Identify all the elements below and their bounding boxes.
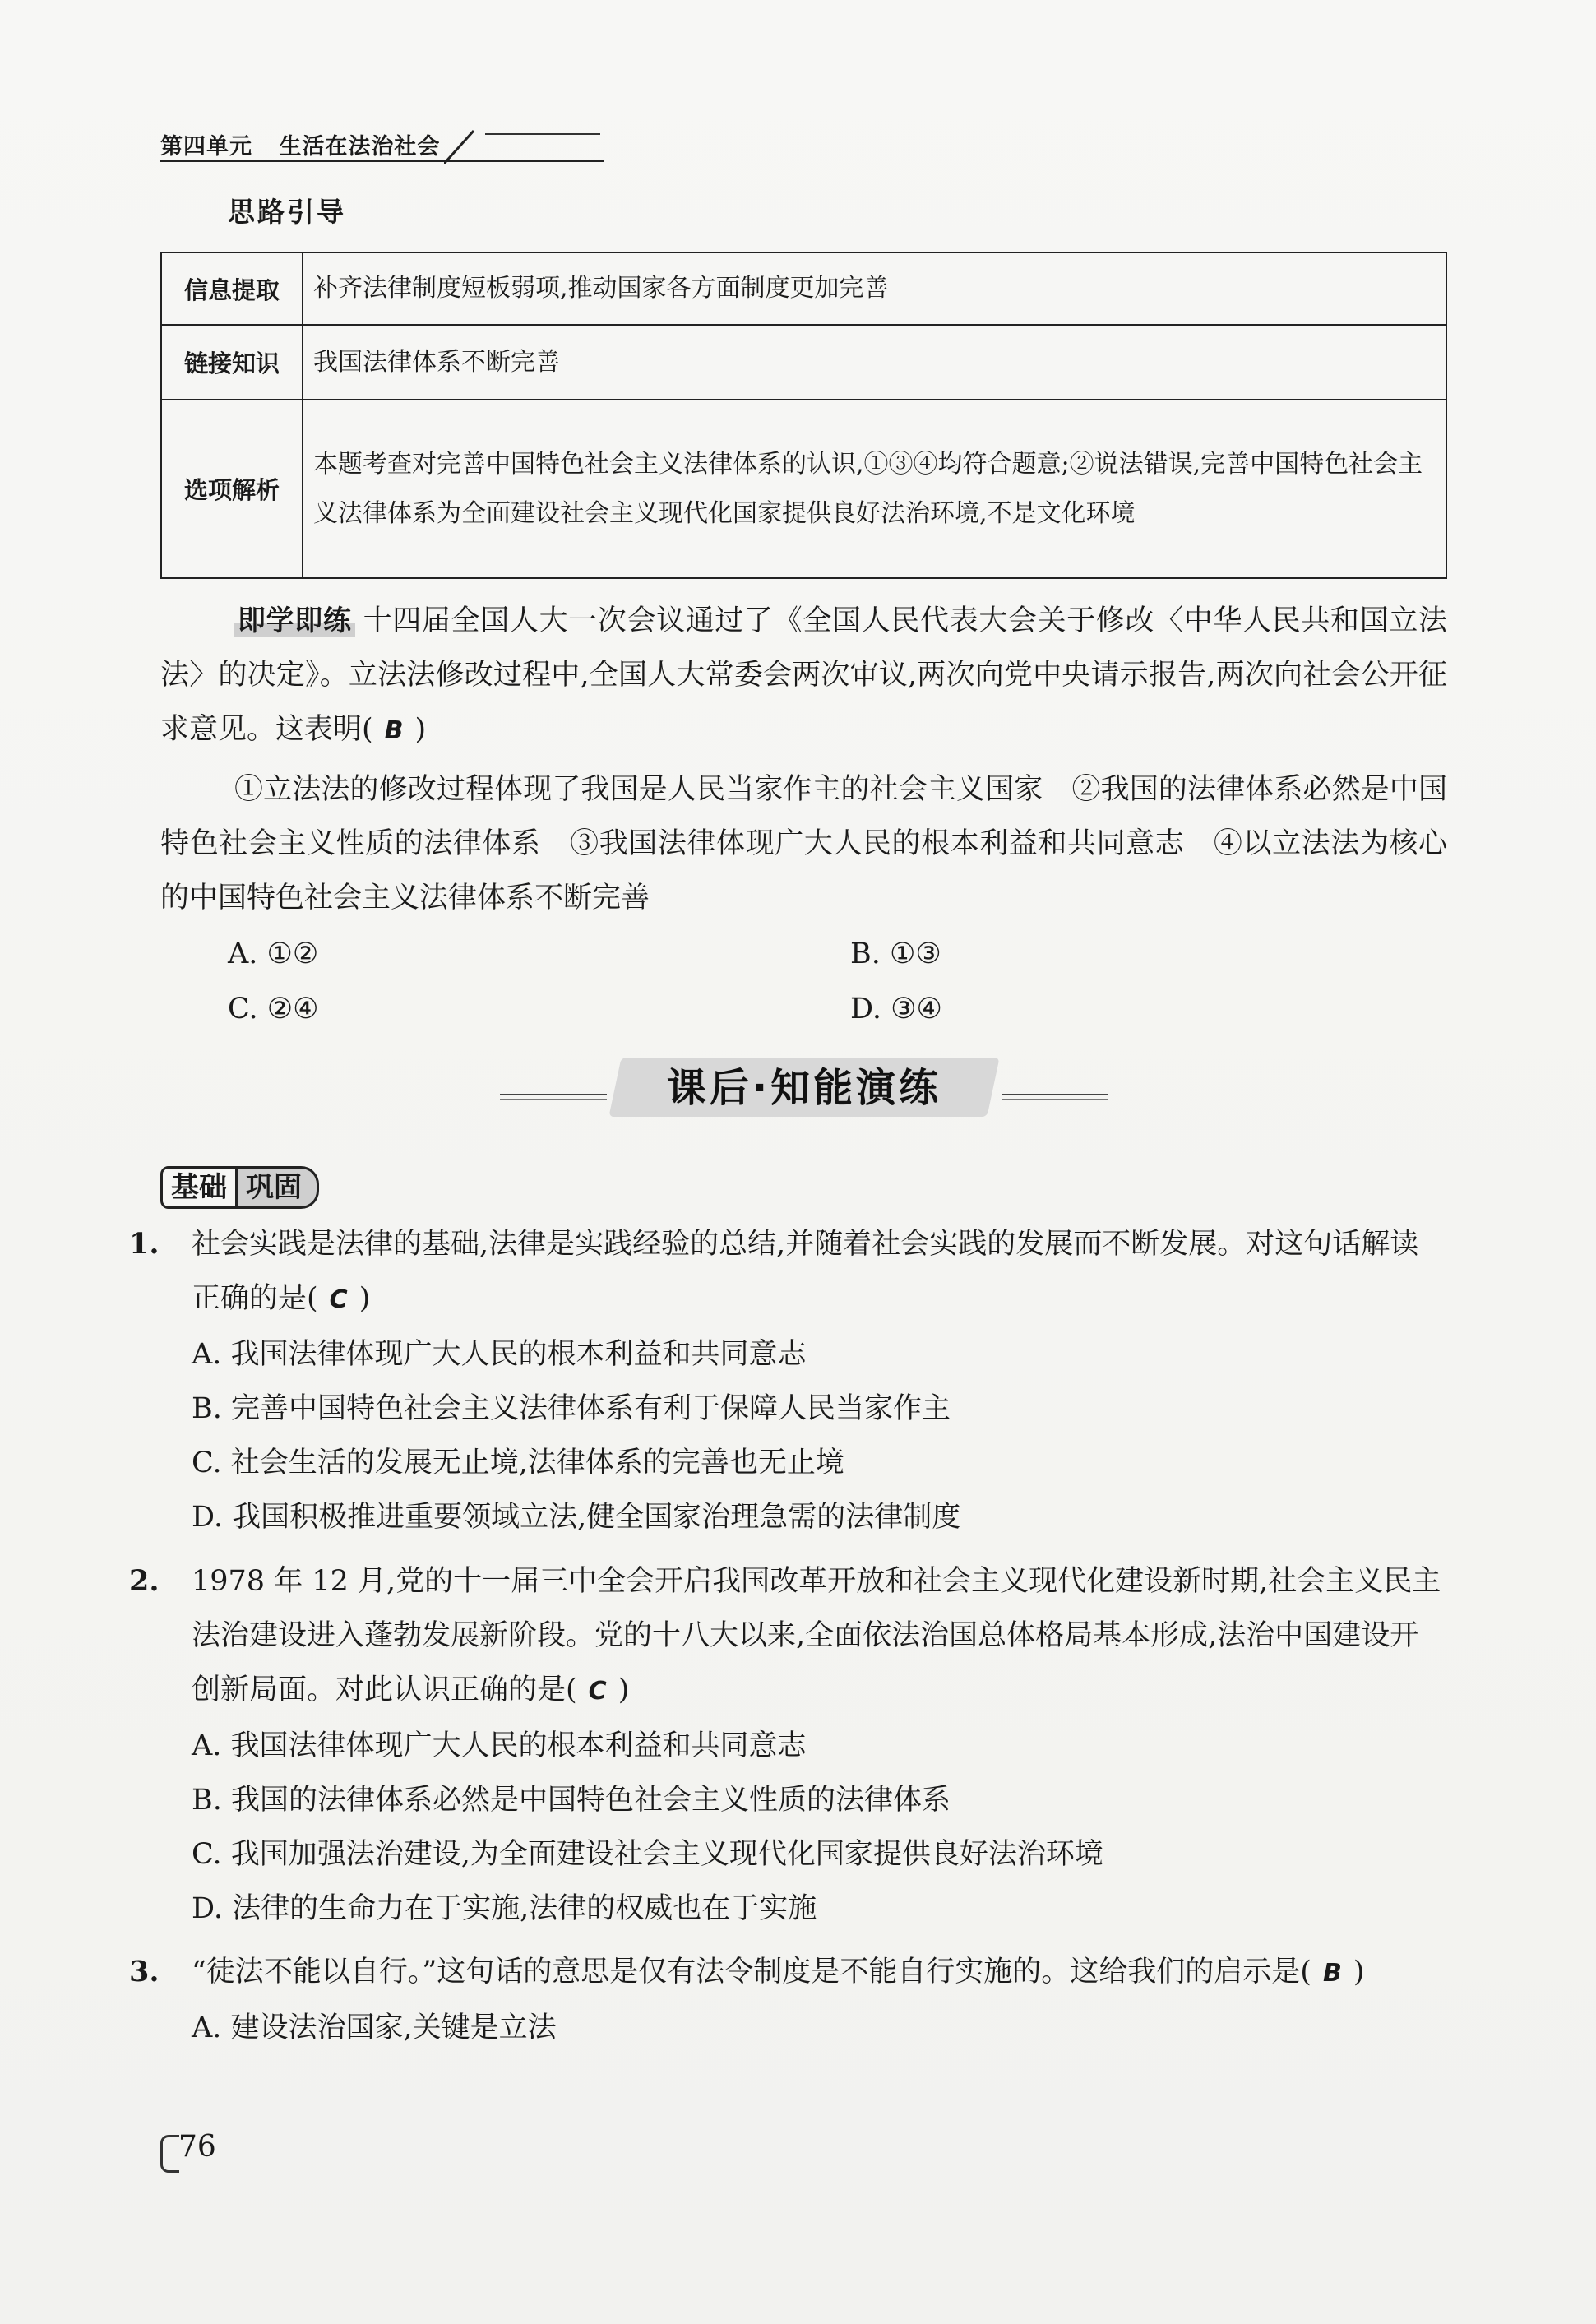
practice-question	[160, 594, 1447, 758]
guide-table	[160, 252, 1447, 579]
question-stem	[129, 1554, 1447, 1719]
guide-row-content: 我国法律体系不断完善	[303, 325, 1446, 400]
banner-rule-right	[1002, 1094, 1108, 1095]
question-answer: C	[329, 1285, 348, 1314]
guide-row	[161, 252, 1446, 325]
guide-row-content: 补齐法律制度短板弱项,推动国家各方面制度更加完善	[303, 252, 1446, 325]
guide-row-label: 选项解析	[161, 400, 303, 578]
header-title: 生活在法治社会	[279, 134, 441, 160]
practice-option-b: B. ①③	[850, 937, 941, 970]
question-1	[129, 1217, 1447, 1544]
foundation-tag-b: 巩固	[238, 1166, 319, 1209]
question-choice: C. 社会生活的发展无止境,法律体系的完善也无止境	[192, 1447, 844, 1479]
page-number-block	[160, 2130, 226, 2171]
section-banner	[500, 1051, 1108, 1125]
banner-rule-left	[500, 1094, 607, 1095]
practice-answer: B	[384, 716, 404, 745]
question-answer: C	[588, 1677, 607, 1706]
guide-section-title: 思路引导	[228, 196, 346, 228]
header-thin-rule	[485, 133, 600, 135]
page-number: 76	[178, 2130, 216, 2164]
guide-row	[161, 400, 1446, 578]
question-close-paren: )	[1353, 1956, 1365, 1988]
header-unit: 第四单元	[160, 134, 252, 160]
question-stem-text: “徒法不能以自行。”这句话的意思是仅有法令制度是不能自行实施的。这给我们的启示是(	[192, 1956, 1311, 1988]
question-choice: D. 我国积极推进重要领域立法,健全国家治理急需的法律制度	[192, 1501, 961, 1534]
question-choice: D. 法律的生命力在于实施,法律的权威也在于实施	[192, 1892, 817, 1925]
question-stem	[129, 1217, 1447, 1327]
practice-stem: 十四届全国人大一次会议通过了《全国人民代表大会关于修改〈中华人民共和国立法法〉的决定》。立法法修改过程中,全国人大常委会两次审议,两次向党中央请示报告,两次向社会公开征求意见。这表明(	[160, 604, 1447, 746]
foundation-tag	[160, 1166, 319, 1209]
question-close-paren: )	[618, 1674, 630, 1706]
practice-option-a: A. ①②	[228, 937, 319, 970]
question-answer: B	[1322, 1959, 1342, 1988]
banner-rule-left-thin	[500, 1099, 607, 1100]
banner-rule-right-thin	[1002, 1099, 1108, 1100]
question-choice: B. 我国的法律体系必然是中国特色社会主义性质的法律体系	[192, 1784, 951, 1817]
question-3	[129, 1945, 1447, 2055]
practice-statements: ①立法法的修改过程体现了我国是人民当家作主的社会主义国家 ②我国的法律体系必然是中国特色社会主义性质的法律体系 ③我国法律体现广大人民的根本利益和共同意志 ④以立法法为核心的中国特色社会主义法律体系不断完善	[160, 773, 1447, 914]
question-stem-text: 社会实践是法律的基础,法律是实践经验的总结,并随着社会实践的发展而不断发展。对这句话解读正确的是(	[192, 1228, 1419, 1315]
question-choice: A. 建设法治国家,关键是立法	[192, 2012, 557, 2044]
guide-row	[161, 325, 1446, 400]
banner-title: 课后·知能演练	[666, 1065, 942, 1111]
running-header	[160, 123, 604, 164]
question-2	[129, 1554, 1447, 1936]
question-stem	[129, 1945, 1447, 2001]
question-number: 2.	[129, 1564, 160, 1598]
practice-stem-end: )	[414, 713, 427, 746]
guide-row-label: 信息提取	[161, 252, 303, 325]
practice-tag: 即学即练	[234, 604, 355, 637]
foundation-tag-a: 基础	[160, 1166, 238, 1209]
practice-option-c: C. ②④	[228, 993, 319, 1025]
question-close-paren: )	[359, 1282, 371, 1315]
page-number-bracket	[160, 2135, 179, 2173]
question-number: 3.	[129, 1955, 160, 1988]
guide-row-label: 链接知识	[161, 325, 303, 400]
question-choice: A. 我国法律体现广大人民的根本利益和共同意志	[192, 1338, 807, 1371]
header-rule	[160, 160, 604, 162]
guide-row-content: 本题考查对完善中国特色社会主义法律体系的认识,①③④均符合题意;②说法错误,完善中国特色社会主义法律体系为全面建设社会主义现代化国家提供良好法治环境,不是文化环境	[303, 400, 1446, 578]
question-choice: A. 我国法律体现广大人民的根本利益和共同意志	[192, 1729, 807, 1762]
practice-option-d: D. ③④	[850, 993, 942, 1025]
question-choice: B. 完善中国特色社会主义法律体系有利于保障人民当家作主	[192, 1392, 951, 1425]
question-choice: C. 我国加强法治建设,为全面建设社会主义现代化国家提供良好法治环境	[192, 1838, 1103, 1871]
question-stem-text: 1978 年 12 月,党的十一届三中全会开启我国改革开放和社会主义现代化建设新时期,社会主义民主法治建设进入蓬勃发展新阶段。党的十八大以来,全面依法治国总体格局基本形成,法治中国建设开创新局面。对此认识正确的是(	[192, 1565, 1441, 1706]
question-number: 1.	[129, 1227, 160, 1261]
